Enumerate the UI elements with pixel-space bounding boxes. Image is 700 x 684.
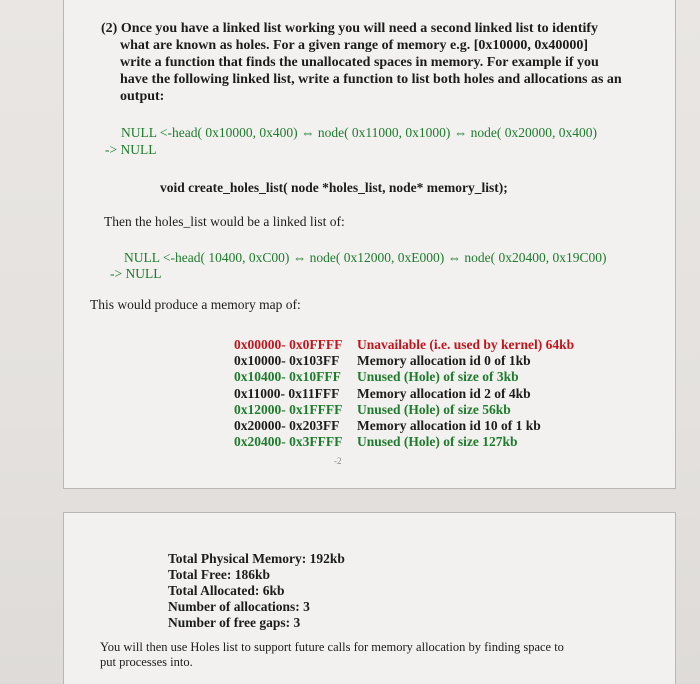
memory-map-description: Memory allocation id 0 of 1kb (357, 353, 531, 369)
holes-list-line-1: NULL <-head( 10400, 0xC00) ⇔ node( 0x12000, 0xE000) ⇔ node( 0x20400, 0x19C00) (124, 250, 607, 265)
question-line-5: output: (120, 89, 165, 104)
question-line-4: have the following linked list, write a function to list both holes and allocations as an (120, 72, 622, 87)
memory-map-range: 0x00000- 0x0FFFF (234, 337, 343, 352)
total-physical-memory: Total Physical Memory: 192kb (168, 551, 345, 566)
footer-line-1: You will then use Holes list to support future calls for memory allocation by finding space to (100, 640, 564, 654)
summary-card (63, 512, 676, 684)
question-line-3: write a function that finds the unallocated spaces in memory. For example if you (120, 55, 599, 70)
holes-list-line-2: -> NULL (110, 266, 162, 281)
memory-map-description: Unused (Hole) of size 56kb (357, 401, 511, 417)
memory-map-description: Unused (Hole) of size of 3kb (357, 369, 519, 385)
memory-map-description: Memory allocation id 2 of 4kb (357, 385, 531, 401)
total-free: Total Free: 186kb (168, 567, 271, 582)
question-line-1: (2) Once you have a linked list working you will need a second linked list to identify (101, 21, 599, 36)
memory-list-line-2: -> NULL (105, 142, 157, 157)
question-line-2: what are known as holes. For a given range of memory e.g. [0x10000, 0x40000] (120, 38, 589, 53)
memory-map-description: Unavailable (i.e. used by kernel) 64kb (357, 337, 575, 352)
memory-map-range: 0x11000- 0x11FFF (234, 385, 340, 401)
then-text: Then the holes_list would be a linked list of: (104, 214, 345, 229)
number-of-allocations: Number of allocations: 3 (168, 599, 310, 614)
memory-map-description: Memory allocation id 10 of 1 kb (357, 418, 541, 433)
question-card (63, 0, 676, 489)
memory-map-range: 0x12000- 0x1FFFF (234, 401, 343, 417)
footer-line-2: put processes into. (100, 655, 193, 669)
memory-list-line-1: NULL <-head( 0x10000, 0x400) ⇔ node( 0x11000, 0x1000) ⇔ node( 0x20000, 0x400) (121, 125, 598, 140)
memory-map-range: 0x10000- 0x103FF (234, 353, 340, 369)
memory-map-range: 0x10400- 0x10FFF (234, 369, 341, 385)
memory-map-description: Unused (Hole) of size 127kb (357, 434, 518, 450)
memory-map-range: 0x20400- 0x3FFFF (234, 434, 343, 450)
total-allocated: Total Allocated: 6kb (168, 583, 285, 598)
number-of-free-gaps: Number of free gaps: 3 (168, 615, 301, 630)
function-signature: void create_holes_list( node *holes_list, node* memory_list); (160, 180, 508, 195)
memory-map-range: 0x20000- 0x203FF (234, 418, 340, 433)
memory-map-intro: This would produce a memory map of: (90, 297, 301, 312)
page-number: -2 (334, 456, 342, 466)
